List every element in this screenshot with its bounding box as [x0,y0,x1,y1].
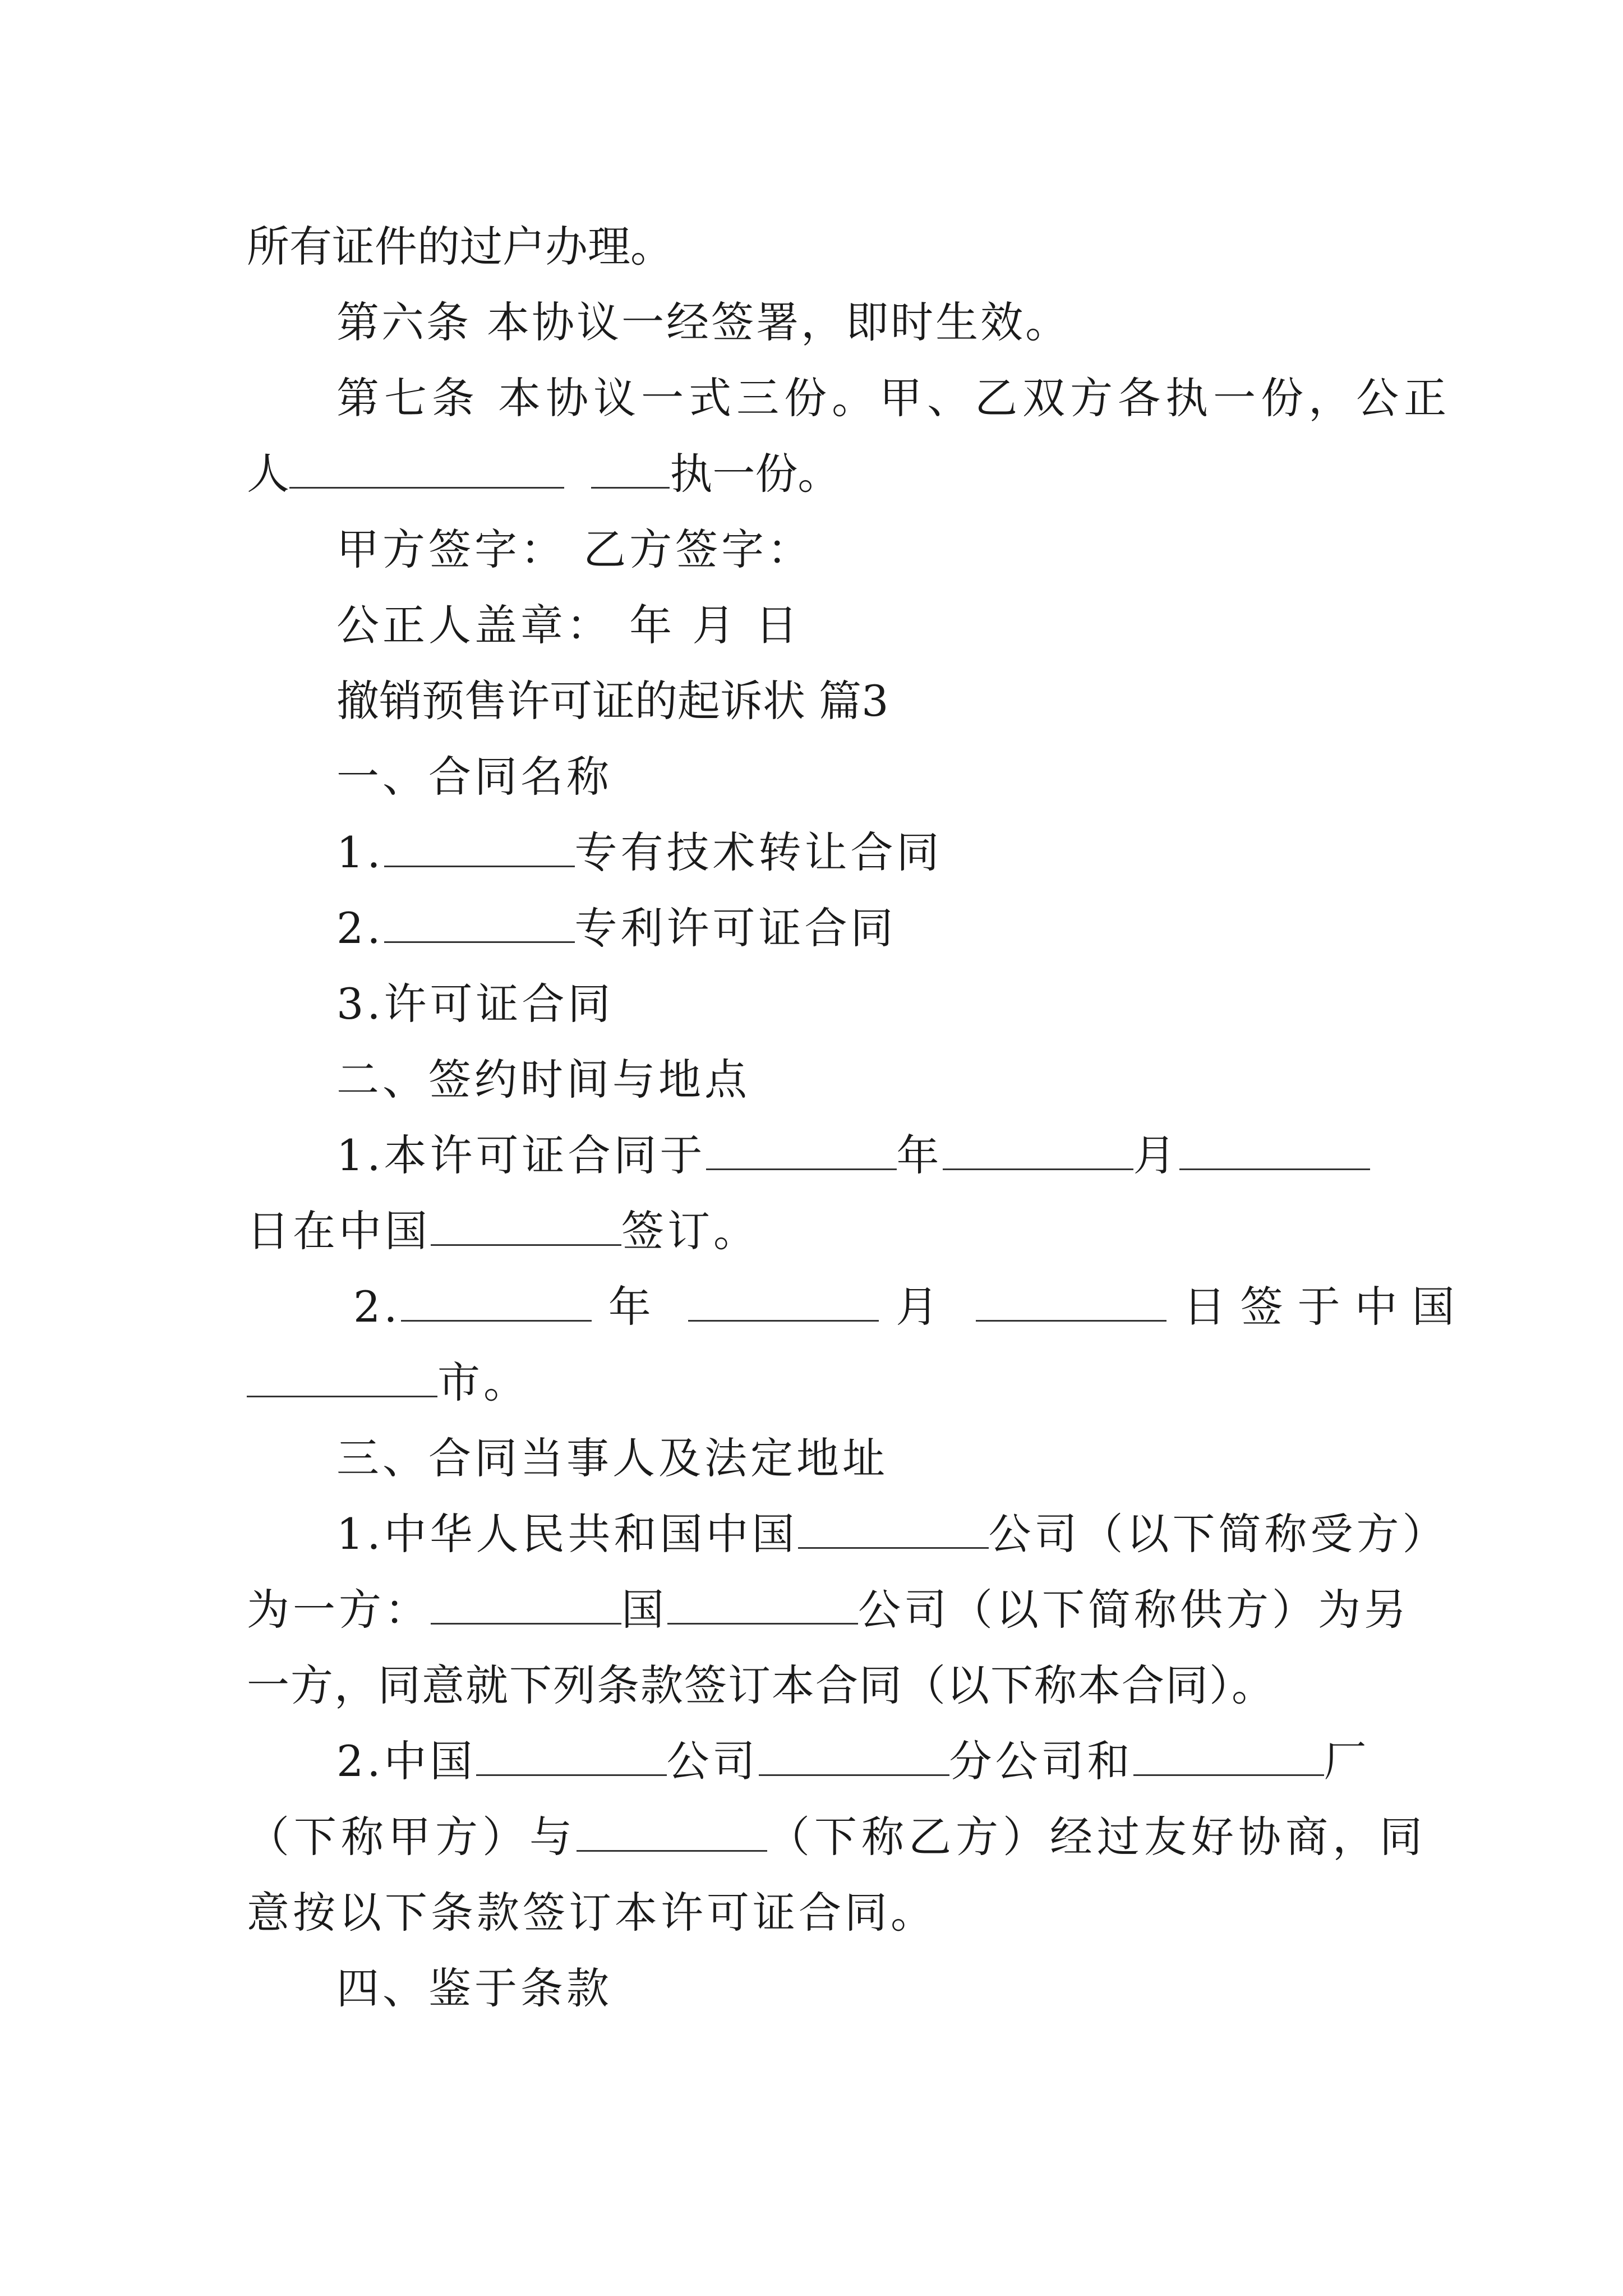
section-heading: 一、合同名称 [336,752,612,802]
blank-underline [1179,1130,1370,1170]
blank-underline [706,1130,897,1170]
blank-underline [431,1585,621,1625]
blank-underline [943,1130,1133,1170]
blank-underline [431,1206,621,1246]
blank-underline [401,1282,592,1322]
section-heading: 四、鉴于条款 [336,1963,612,2013]
text-line: 1.中华人民共和国中国 公司（以下简称受方） [336,1509,1449,1559]
list-item: 1. 专有技术转让合同 [336,827,943,877]
blank-underline [759,1736,949,1776]
blank-underline [798,1509,989,1549]
blank-underline [577,1812,767,1852]
blank-underline [247,1358,437,1397]
text-line: 2. 年 月 日签于中国 [353,1282,1469,1332]
text-line: （下称甲方）与 （下称乙方）经过友好协商，同 [247,1812,1427,1862]
blank-underline [289,449,564,489]
text-line: 一方，同意就下列条款签订本合同（以下称本合同）。 [247,1660,1275,1710]
text-line: 日在中国 签订。 [247,1206,759,1256]
blank-underline [1133,1736,1324,1776]
blank-underline [688,1282,879,1322]
blank-underline [384,903,575,943]
text-line: 人 执一份。 [247,449,841,499]
section-heading: 撤销预售许可证的起诉状 篇3 [336,676,889,726]
blank-underline [976,1282,1166,1322]
blank-underline [384,827,575,867]
section-heading: 二、签约时间与地点 [336,1055,750,1105]
blank-underline [476,1736,667,1776]
text-line: 市。 [247,1355,1623,1411]
list-item: 3.许可证合同 [336,979,614,1029]
text-line: 第六条 本协议一经签署，即时生效。 [336,297,1071,347]
text-line: 1.本许可证合同于 年 月 [336,1128,1623,1184]
blank-underline [591,449,670,489]
text-line: 2.中国 公司 分公司和 厂 [336,1736,1370,1786]
text-line: 公正人盖章： 年 月 日 [336,600,801,650]
section-heading: 三、合同当事人及法定地址 [336,1433,888,1483]
text-line: 为一方： 国 公司（以下简称供方）为另 [247,1585,1410,1635]
text-line: 意按以下条款签订本许可证合同。 [247,1888,937,1938]
text-line: 甲方签字： 乙方签字： [336,524,814,574]
blank-underline [667,1585,858,1625]
text-line: 第七条 本协议一式三份。甲、乙双方各执一份，公正 [336,373,1452,423]
text-line: 所有证件的过户办理。 [247,222,673,272]
list-item: 2. 专利许可证合同 [336,903,897,953]
